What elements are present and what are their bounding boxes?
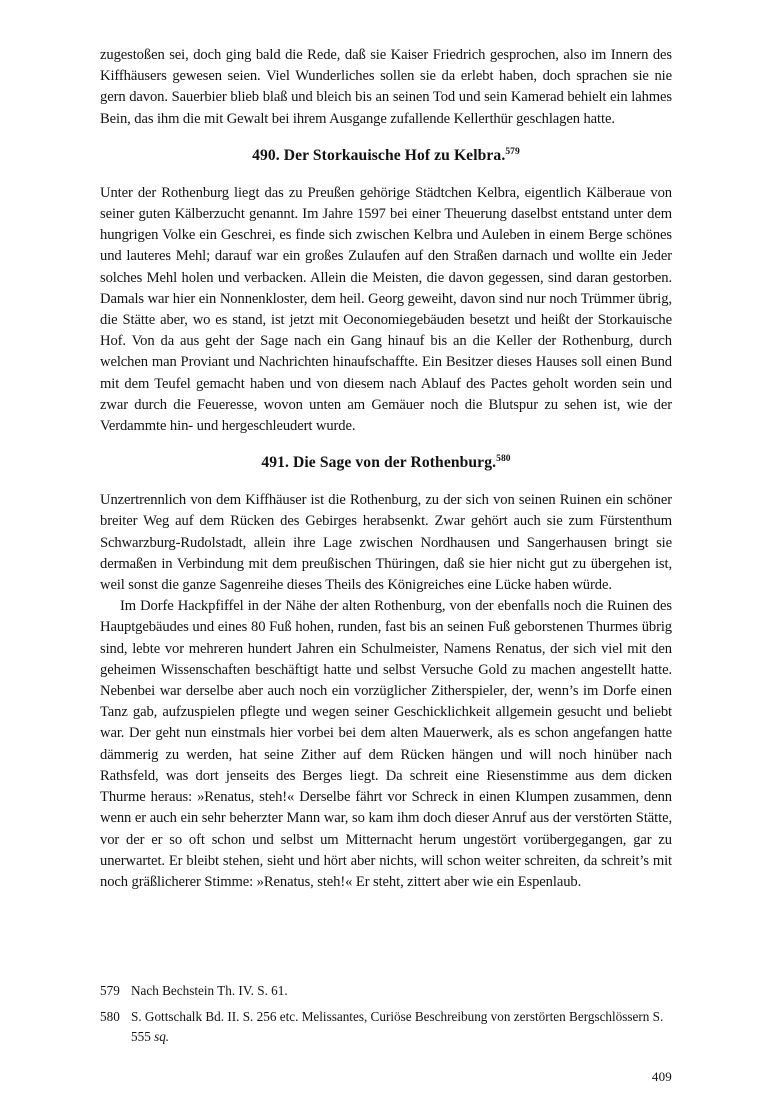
section-490-paragraph: Unter der Rothenburg liegt das zu Preußen gehörige Städtchen Kelbra, eigentlich Kälberaue von seiner guten Kälberzucht genannt. Im Jahre 1597 bei einer Theuerung daselbst entstand unter dem hungrigen Volke ein Geschrei, es finde sich zwischen Kelbra und Auleben in einem Berge schönes und lauteres Mehl; darauf war ein großes Zulaufen auf den Straßen darnach und wollte ein Jeder solches Mehl holen und verbacken. Allein die Meisten, die davon gegessen, sind daran gestorben. Damals war hier ein Nonnenkloster, dem heil. Georg geweiht, davon sind nur noch Trümmer übrig, die Stätte aber, wo es stand, ist jetzt mit Oeconomiegebäuden besetzt und heißt der Storkauische Hof. Von da aus geht der Sage nach ein Gang hinauf bis an die Keller der Rothenburg, durch welchen man Proviant und Nachrichten hinaufschaffte. Ein Besitzer dieses Hauses soll einen Bund mit dem Teufel gemacht haben und von diesem nach Ablauf des Pactes geholt worden sein und zwar durch die Feueresse, wovon unten am Gemäuer noch die Blutspur zu sehen ist, wie der Verdammte hin- und hergeschleudert wurde. [100, 184, 672, 435]
section-491-paragraph-1: Unzertrennlich von dem Kiffhäuser ist die Rothenburg, zu der sich von seinen Ruinen ein schöner breiter Weg auf dem Rücken des Gebirges herabsenkt. Zwar gehört auch sie zum Fürstenthum Schwarzburg-Rudolstadt, allein ihre Lage zwischen Nordhausen und Sangerhausen bringt sie dermaßen in Verbindung mit dem preußischen Thüringen, daß sie hier nicht gut zu übergehen ist, weil sonst die ganze Sagenreihe dieses Theils des Königreiches eine Lücke haben würde. [100, 492, 672, 594]
footnote-579-text-main: Nach Bechstein Th. IV. S. 61. [131, 983, 288, 998]
footnote-ref-579: 579 [505, 146, 520, 157]
footnote-579-text [131, 981, 672, 1002]
footnotes-block [100, 981, 672, 1053]
footnote-580-text [131, 1007, 672, 1048]
paragraph-continuation: zugestoßen sei, doch ging bald die Rede, daß sie Kaiser Friedrich gesprochen, also im Innern des Kiffhäusers gewesen seien. Viel Wunderliches sollen sie da erlebt haben, doch sprachen sie nie gern davon. Sauerbier blieb blaß und bleich bis an seinen Tod und sein Kamerad behielt ein lahmes Bein, das ihm die mit Gewalt bei ihrem Ausgange zufallende Kellerthür geschlagen hatte. [100, 47, 672, 127]
footnote-ref-580: 580 [496, 454, 511, 465]
footnote-579 [100, 981, 672, 1002]
footnote-580-text-italic: sq. [154, 1029, 170, 1044]
footnote-580-number: 580 [100, 1008, 120, 1024]
page-number: 409 [651, 1069, 672, 1084]
footnote-579-number: 579 [100, 983, 120, 998]
footnote-580 [100, 1007, 672, 1048]
main-text-column [100, 45, 672, 893]
section-heading-490-text: 490. Der Storkauische Hof zu Kelbra. [252, 146, 506, 164]
section-491-paragraph-2: Im Dorfe Hackpfiffel in der Nähe der alten Rothenburg, von der ebenfalls noch die Ruinen des Hauptgebäudes und eines 80 Fuß hohen, runden, fast bis an seinen Fuß geborstenen Thurmes übrig sind, lebte vor mehreren hundert Jahren ein Schulmeister, Namens Renatus, der sich viel mit den geheimen Wissenschaften beschäftigt hatte und selbst Versuche Gold zu machen angestellt hatte. Nebenbei war derselbe aber auch noch ein vorzüglicher Zitherspieler, der, wenn’s im Dorfe einen Tanz gab, aufzuspielen pflegte und wegen seiner Geschicklichkeit allgemein gesucht und beliebt war. Der geht nun einstmals hier vorbei bei dem alten Mauerwerk, als es schon angefangen hatte dämmerig zu werden, hat seine Zither auf dem Rücken hängen und will noch hinüber nach Rathsfeld, was dort jenseits des Berges liegt. Da schreit eine Riesenstimme aus dem dicken Thurme heraus: »Renatus, steh!« Derselbe fährt vor Schreck in einen Klumpen zusammen, denn wenn er auch ein sehr beherzter Mann war, so kam ihm doch dieser Anruf aus der verstörten Stätte, vor der er so oft schon und selbst um Mitternacht herum ungestört vorübergegangen, gar zu unerwartet. Er bleibt stehen, sieht und hört aber nichts, will schon weiter schreiten, da schreit’s mit noch gräßlicherer Stimme: »Renatus, steh!« Er steht, zittert aber wie ein Espenlaub. [100, 598, 672, 890]
section-heading-490 [100, 146, 672, 166]
section-heading-491 [100, 453, 672, 473]
footnote-580-text-main: S. Gottschalk Bd. II. S. 256 etc. Melissantes, Curiöse Beschreibung von zerstörten Bergschlössern S. 555 [131, 1008, 664, 1044]
section-heading-491-text: 491. Die Sage von der Rothenburg. [261, 454, 497, 472]
